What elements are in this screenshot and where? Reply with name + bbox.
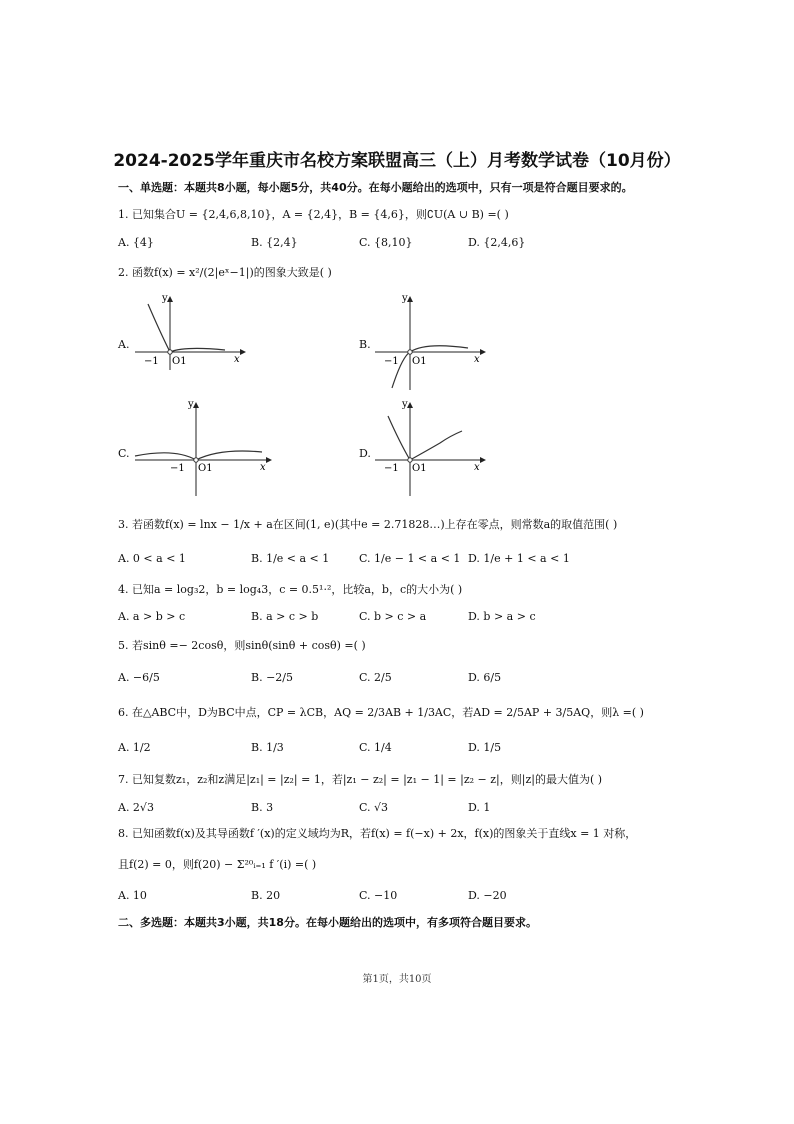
graph-a-tick-neg1: −1 (144, 356, 159, 367)
q7-option-a: A. 2√3 (118, 801, 154, 814)
q5-option-d: D. 6/5 (468, 671, 502, 684)
q8-option-a: A. 10 (118, 889, 147, 902)
section-1-header: 一、单选题：本题共8小题，每小题5分，共40分。在每小题给出的选项中，只有一项是符合题目要求的。 (118, 181, 633, 194)
graph-d-x-label: x (474, 462, 480, 473)
q4-option-d: D. b > a > c (468, 610, 536, 623)
q8-option-d: D. −20 (468, 889, 507, 902)
q6-option-d: D. 1/5 (468, 741, 502, 754)
q8-stem-line2: 且f(2) = 0，则f(20) − Σ²⁰ᵢ₌₁ f ′(i) =( ) (118, 858, 317, 871)
q4-stem: 4. 已知a = log₃2，b = log₄3，c = 0.5¹·²，比较a，b，c的大小为( ) (118, 583, 463, 596)
graph-c-label: C. (118, 447, 130, 460)
graph-c-x-label: x (260, 462, 266, 473)
q1-option-b: B. {2,4} (251, 236, 298, 249)
q8-option-b: B. 20 (251, 889, 281, 902)
q5-option-c: C. 2/5 (359, 671, 392, 684)
section-2-header: 二、多选题：本题共3小题，共18分。在每小题给出的选项中，有多项符合题目要求。 (118, 916, 537, 929)
q5-stem: 5. 若sinθ =− 2cosθ，则sinθ(sinθ + cosθ) =( ) (118, 639, 366, 652)
graph-a-tick-origin: O1 (172, 356, 187, 367)
q4-option-c: C. b > c > a (359, 610, 427, 623)
graph-c (130, 398, 275, 498)
graph-d-label: D. (359, 447, 371, 460)
graph-d-tick-neg1: −1 (384, 463, 399, 474)
q8-option-c: C. −10 (359, 889, 398, 902)
q7-option-b: B. 3 (251, 801, 274, 814)
q6-option-c: C. 1/4 (359, 741, 392, 754)
graph-b-y-label: y (402, 293, 408, 304)
exam-title: 2024-2025学年重庆市名校方案联盟高三（上）月考数学试卷（10月份） (113, 151, 681, 171)
q6-option-b: B. 1/3 (251, 741, 284, 754)
q4-option-b: B. a > c > b (251, 610, 319, 623)
graph-b-x-label: x (474, 354, 480, 365)
q3-option-b: B. 1/e < a < 1 (251, 552, 330, 565)
graph-d (370, 398, 490, 498)
graph-b-tick-origin: O1 (412, 356, 427, 367)
graph-b-tick-neg1: −1 (384, 356, 399, 367)
q2-stem: 2. 函数f(x) = x²/(2|eˣ−1|)的图象大致是( ) (118, 266, 332, 279)
graph-c-y-label: y (188, 399, 194, 410)
graph-a (130, 292, 250, 372)
graph-b (370, 292, 490, 392)
q7-option-c: C. √3 (359, 801, 389, 814)
graph-c-tick-neg1: −1 (170, 463, 185, 474)
q3-option-c: C. 1/e − 1 < a < 1 (359, 552, 461, 565)
q1-option-c: C. {8,10} (359, 236, 413, 249)
page-footer: 第1页，共10页 (362, 974, 432, 985)
q3-option-a: A. 0 < a < 1 (118, 552, 186, 565)
q7-stem: 7. 已知复数z₁，z₂和z满足|z₁| = |z₂| = 1，若|z₁ − z₂| = |z₁ − 1| = |z₂ − z|，则|z|的最大值为( ) (118, 773, 603, 786)
q5-option-a: A. −6/5 (118, 671, 160, 684)
q3-option-d: D. 1/e + 1 < a < 1 (468, 552, 570, 565)
q7-option-d: D. 1 (468, 801, 491, 814)
graph-d-y-label: y (402, 399, 408, 410)
q1-stem: 1. 已知集合U = {2,4,6,8,10}，A = {2,4}，B = {4,6}，则∁U(A ∪ B) =( ) (118, 208, 509, 221)
q1-option-a: A. {4} (118, 236, 154, 249)
graph-a-y-label: y (162, 293, 168, 304)
q4-option-a: A. a > b > c (118, 610, 186, 623)
q8-stem-line1: 8. 已知函数f(x)及其导函数f ′(x)的定义域均为R，若f(x) = f(−x) + 2x，f(x)的图象关于直线x = 1 对称， (118, 827, 637, 840)
q6-option-a: A. 1/2 (118, 741, 151, 754)
graph-a-label: A. (118, 338, 130, 351)
q1-option-d: D. {2,4,6} (468, 236, 526, 249)
graph-c-tick-origin: O1 (198, 463, 213, 474)
q5-option-b: B. −2/5 (251, 671, 293, 684)
graph-b-label: B. (359, 338, 371, 351)
q6-stem: 6. 在△ABC中，D为BC中点，CP = λCB，AQ = 2/3AB + 1/3AC，若AD = 2/5AP + 3/5AQ，则λ =( ) (118, 706, 644, 719)
graph-d-tick-origin: O1 (412, 463, 427, 474)
q3-stem: 3. 若函数f(x) = lnx − 1/x + a在区间(1, e)(其中e = 2.71828…)上存在零点，则常数a的取值范围( ) (118, 518, 618, 531)
graph-a-x-label: x (234, 354, 240, 365)
